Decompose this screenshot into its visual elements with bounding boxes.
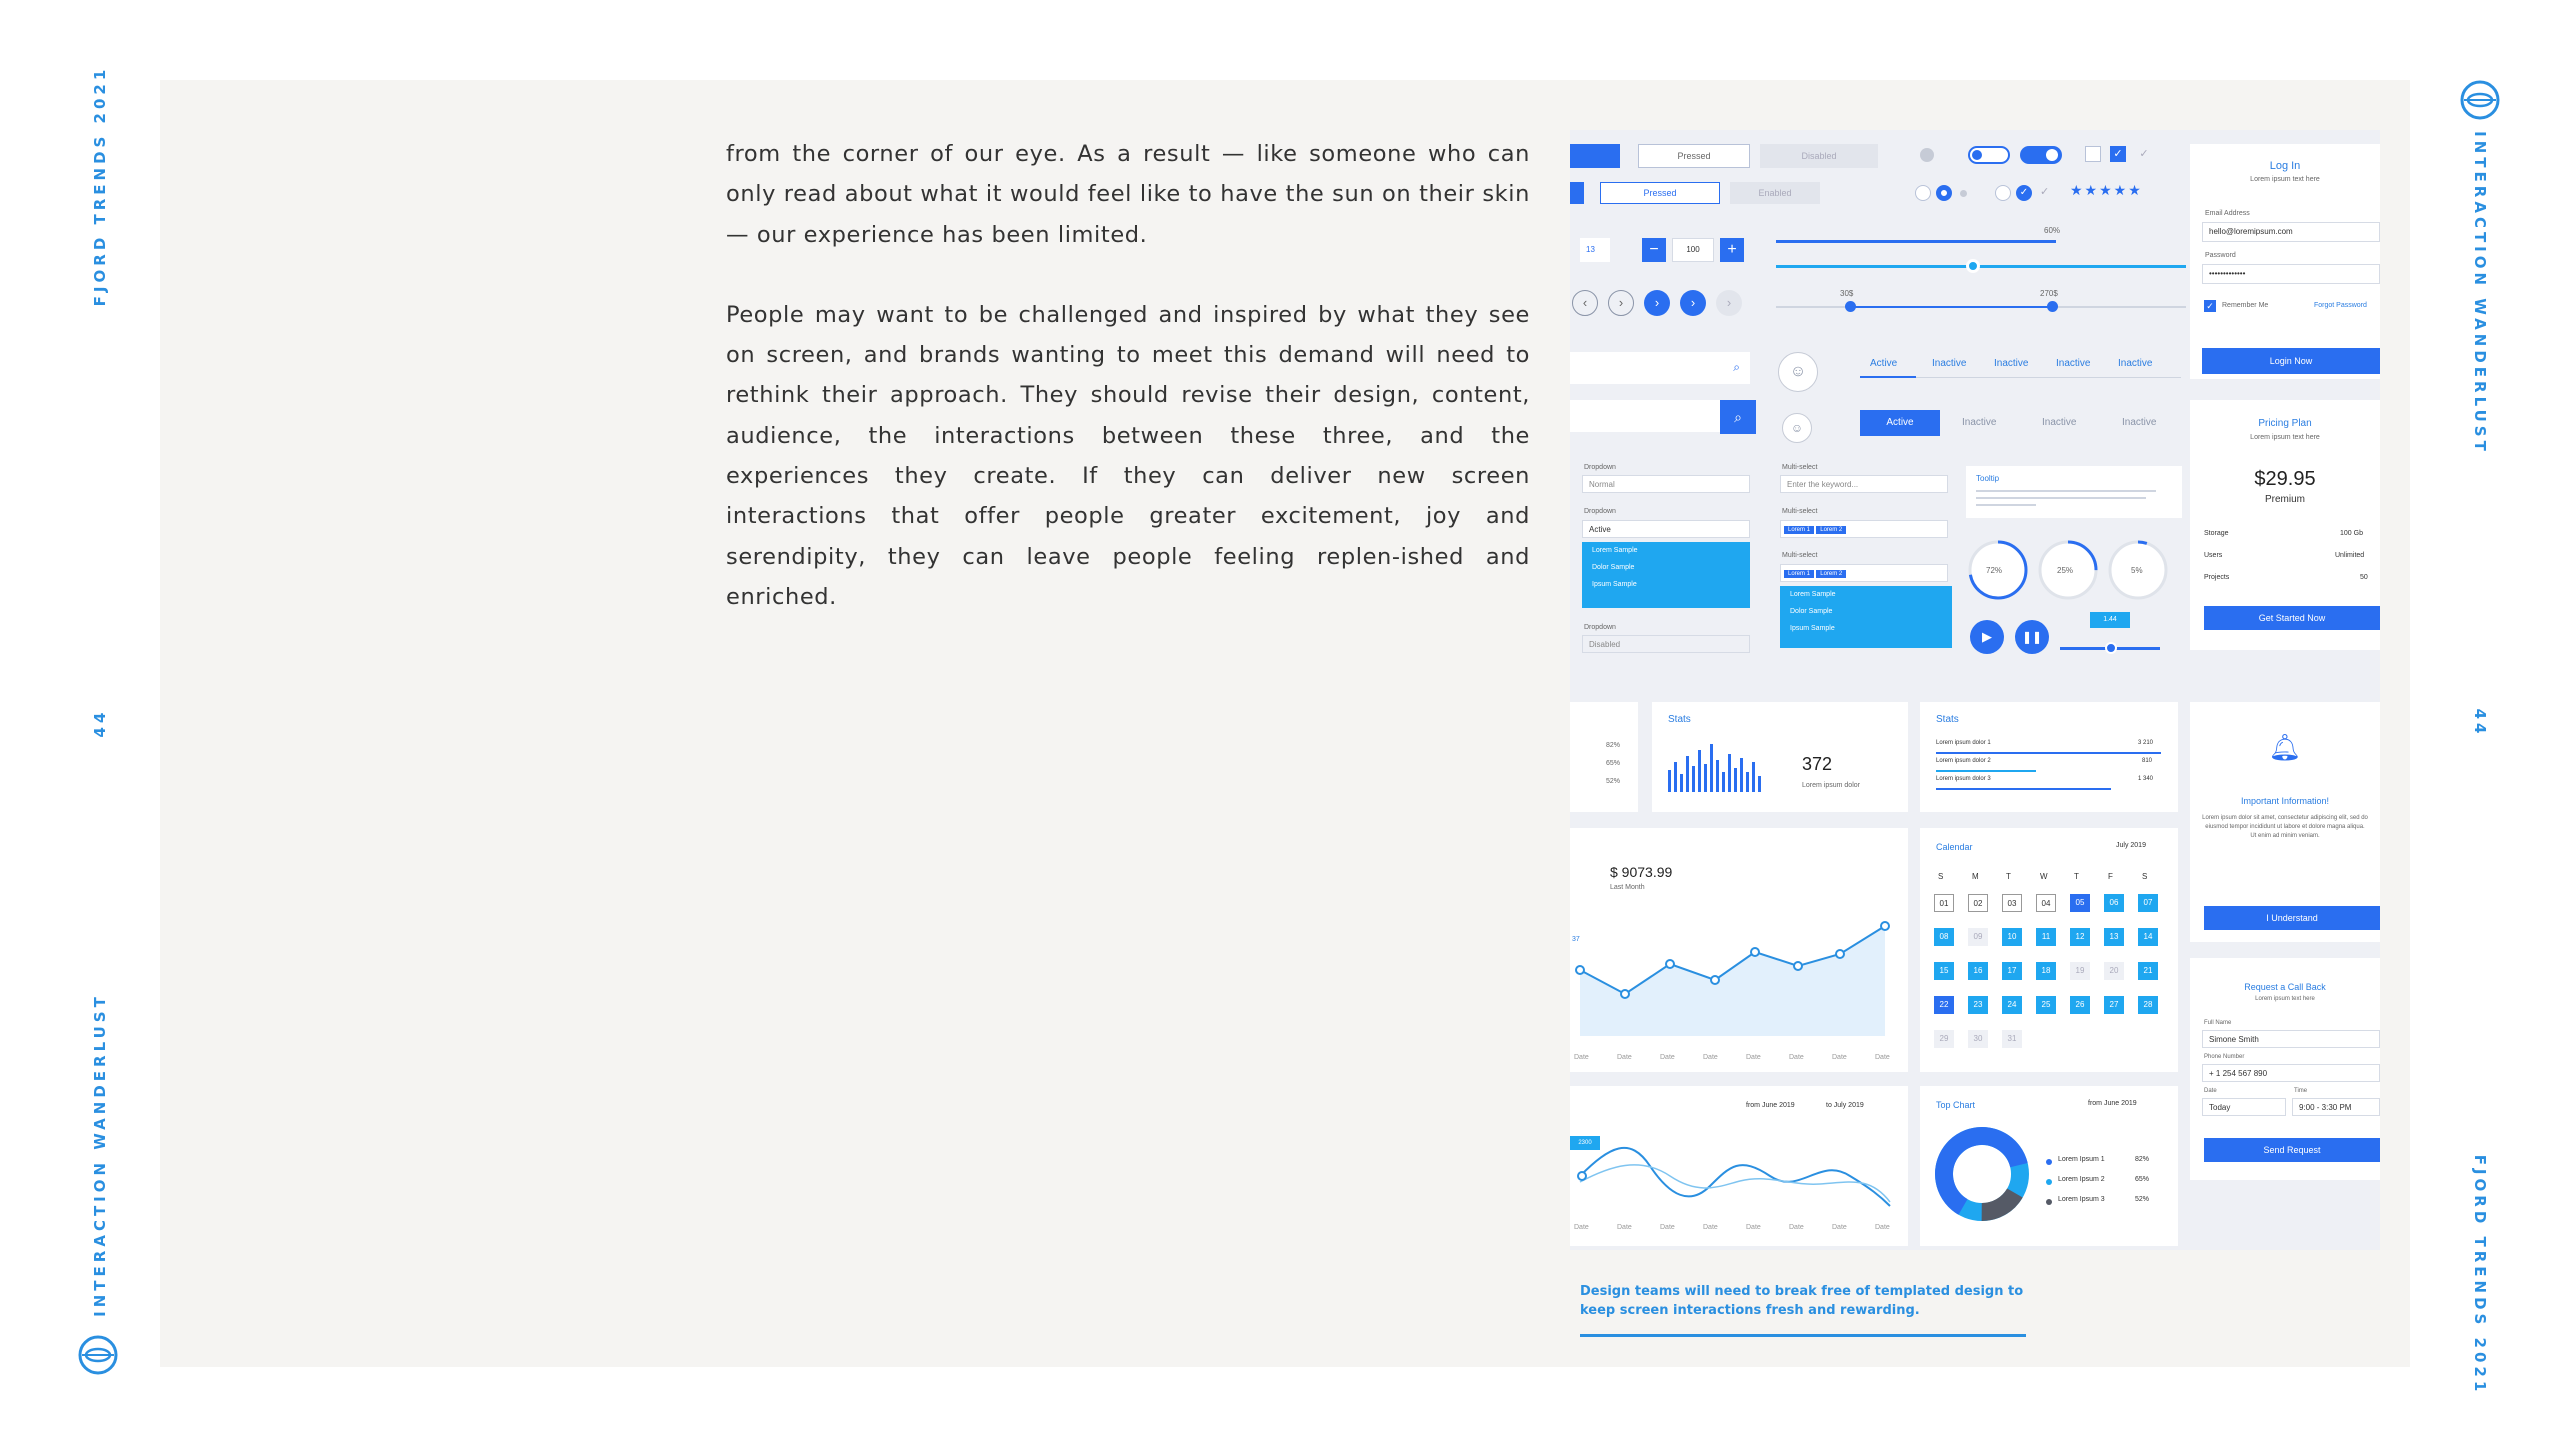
kit-radio-empty [1915, 185, 1931, 201]
kit-x-label: Date [1746, 1054, 1761, 1061]
kit-tooltip-text-line [1976, 504, 2036, 506]
kit-calendar-day: 15 [1934, 962, 1954, 980]
margin-label-left-top: FJORD TRENDS 2021 [91, 65, 109, 307]
kit-dropdown-label-2: Dropdown [1584, 508, 1616, 515]
kit-x-label: Date [1574, 1054, 1589, 1061]
kit-stepper-plus: + [1720, 238, 1744, 262]
kit-line-chart [1570, 908, 1908, 1038]
kit-slider-thumb [1966, 259, 1980, 273]
kit-calendar-day: 05 [2070, 894, 2090, 912]
kit-stats-title: Stats [1668, 714, 1691, 725]
kit-legend-label: Lorem Ipsum 2 [2058, 1176, 2105, 1183]
kit-storage-label: Storage [2204, 530, 2229, 537]
kit-calendar-day: 03 [2002, 894, 2022, 912]
kit-weekday: F [2108, 872, 2113, 881]
kit-login-sub: Lorem ipsum text here [2250, 176, 2320, 183]
kit-x-label: Date [1660, 1054, 1675, 1061]
figure-caption: Design teams will need to break free of templated design to keep screen interactions fresh and rewarding. [1580, 1284, 2024, 1318]
kit-legend-value: 52% [2135, 1196, 2150, 1203]
kit-radio-check: ✓ [2016, 185, 2032, 201]
kit-projects-label: Projects [2204, 574, 2230, 581]
kit-tooltip-text-line [1976, 497, 2146, 499]
kit-toggle-on [2020, 146, 2062, 164]
kit-x-label: Date [1832, 1054, 1847, 1061]
kit-calendar-day: 25 [2036, 996, 2056, 1014]
kit-search-icon: ⌕ [1733, 360, 1740, 374]
kit-radio-empty-2 [1995, 185, 2011, 201]
margin-label-right-bottom: FJORD TRENDS 2021 [2471, 1154, 2489, 1396]
kit-calendar-day: 22 [1934, 996, 1954, 1014]
kit-password-label: Password [2205, 252, 2236, 259]
kit-stats-row-label: Lorem ipsum dolor 3 [1936, 776, 1991, 782]
kit-top-chart-from: from June 2019 [2088, 1100, 2137, 1107]
kit-x-label: Date [1617, 1054, 1632, 1061]
kit-callback-title: Request a Call Back [2244, 982, 2326, 992]
kit-pricing-button: Get Started Now [2204, 606, 2380, 630]
kit-range-fill [1850, 306, 2052, 308]
kit-price: $29.95 [2254, 468, 2316, 490]
kit-time-label: Time [2294, 1088, 2308, 1094]
kit-calendar-day: 11 [2036, 928, 2056, 946]
kit-legend-swatch [2046, 1199, 2052, 1205]
caption-rule [1580, 1334, 2026, 1337]
kit-storage-value: 100 Gb [2340, 530, 2363, 537]
kit-top-chart-title: Top Chart [1936, 1100, 1976, 1110]
kit-donut-chart [1934, 1126, 2044, 1236]
kit-date-label: Date [2204, 1088, 2217, 1094]
kit-media-slider-thumb [2105, 642, 2117, 654]
kit-list-item: Ipsum Sample [1790, 625, 1835, 632]
kit-calendar-day: 18 [2036, 962, 2056, 980]
kit-legend-value: 82% [2135, 1156, 2150, 1163]
kit-range-thumb-min [1845, 301, 1856, 312]
kit-users-value: Unlimited [2335, 552, 2365, 559]
kit-range-thumb-max [2047, 301, 2058, 312]
kit-email-input: hello@loremipsum.com [2202, 222, 2380, 242]
kit-x-label: Date [1660, 1224, 1675, 1231]
kit-phone-label: Phone Number [2204, 1054, 2245, 1060]
kit-full-name-input: Simone Smith [2202, 1030, 2380, 1048]
kit-tier: Premium [2264, 494, 2305, 505]
kit-login-title: Log In [2269, 160, 2301, 172]
page-number-left: 44 [91, 708, 109, 738]
kit-chip: Lorem 2 [1816, 526, 1846, 534]
kit-list-item: Dolor Sample [1790, 608, 1833, 615]
kit-calendar-day: 24 [2002, 996, 2022, 1014]
kit-stats-card [1652, 702, 1908, 812]
kit-stepper-minus: − [1642, 238, 1666, 262]
kit-primary-button [1570, 144, 1620, 168]
paragraph-2: People may want to be challenged and inspired by what they see on screen, and brands wanting to meet this demand will need to rethink their approach. They should revise their design, content, audience, the interactions between these three, and the experiences they create. If they can deliver new screen interactions that offer people greater excitement, joy and serendipity, they can leave people feeling replen-ished and enriched. [726, 301, 1530, 610]
kit-slider-track-top [1776, 240, 2056, 243]
kit-legend-label: Lorem Ipsum 1 [2058, 1156, 2105, 1163]
kit-weekday: W [2040, 872, 2048, 881]
kit-radio-selected [1936, 185, 1952, 201]
kit-login-button: Login Now [2202, 348, 2380, 374]
kit-calendar-card [1920, 828, 2178, 1072]
kit-weekday: T [2006, 872, 2011, 881]
kit-tooltip-card [1966, 466, 2182, 518]
kit-forgot-password: Forgot Password [2314, 302, 2367, 309]
kit-progress-1: 72% [1986, 566, 2003, 575]
kit-stepper-small-value: 13 [1580, 238, 1610, 262]
kit-calendar-day: 20 [2104, 962, 2124, 980]
fjord-logo-icon [2460, 80, 2500, 120]
kit-stats-row-bar [1936, 752, 2161, 754]
kit-calendar-month: July 2019 [2116, 842, 2146, 849]
kit-legend-value: 65% [2135, 1176, 2150, 1183]
kit-calendar-title: Calendar [1936, 842, 1973, 852]
kit-radio-dot [1960, 190, 1967, 197]
kit-phone-input: + 1 254 567 890 [2202, 1064, 2380, 1082]
kit-x-label: Date [1789, 1224, 1804, 1231]
kit-avatar-icon: ☺ [1778, 352, 1818, 392]
margin-label-left-bottom: INTERACTION WANDERLUST [91, 993, 109, 1317]
kit-dropdown-normal: Normal [1582, 475, 1750, 493]
kit-stepper-value: 100 [1672, 238, 1714, 262]
kit-radio-off [1920, 148, 1934, 162]
margin-label-right-top: INTERACTION WANDERLUST [2471, 131, 2489, 455]
kit-wave-chart-card [1570, 1086, 1908, 1246]
kit-calendar-day: 17 [2002, 962, 2022, 980]
kit-tab-inactive-2: Inactive [1994, 358, 2029, 369]
kit-multiselect-field-2 [1780, 564, 1948, 582]
kit-callback-sub: Lorem ipsum text here [2255, 996, 2315, 1002]
kit-notice-text: Lorem ipsum dolor sit amet, consectetur adipiscing elit, sed do eiusmod tempor incididunt ut labore et dolore magna aliqua. Ut enim ad minim veniam. [2202, 815, 2368, 839]
kit-range-min: 30$ [1840, 289, 1854, 298]
kit-dropdown-active: Active [1582, 520, 1750, 538]
kit-avatar-small-icon: ☺ [1782, 413, 1812, 443]
kit-enabled-button-small: Enabled [1730, 182, 1820, 204]
kit-next-active-icon: › [1644, 290, 1670, 316]
kit-dropdown-disabled: Disabled [1582, 635, 1750, 653]
kit-pill-tab-inactive-1: Inactive [1962, 417, 1997, 428]
kit-stats-row-value: 3 210 [2138, 740, 2154, 746]
kit-tooltip-text-line [1976, 490, 2156, 492]
kit-from-date: from June 2019 [1746, 1102, 1795, 1109]
kit-x-label: Date [1875, 1054, 1890, 1061]
kit-notice-title: Important Information! [2240, 796, 2330, 806]
kit-calendar-day: 09 [1968, 928, 1988, 946]
kit-dropdown-list [1582, 542, 1750, 608]
kit-projects-value: 50 [2360, 574, 2368, 581]
kit-stats-bars [1668, 742, 1788, 792]
kit-stats-row-bar [1936, 788, 2111, 790]
kit-tab-rule [1916, 377, 2181, 378]
ui-kit-illustration [1570, 130, 2380, 1250]
kit-toggle-off [1968, 146, 2010, 164]
kit-x-label: Date [1703, 1224, 1718, 1231]
kit-remember-label: Remember Me [2222, 302, 2269, 309]
kit-search-button-icon: ⌕ [1720, 400, 1756, 434]
kit-calendar-day: 07 [2138, 894, 2158, 912]
kit-chip: Lorem 2 [1816, 570, 1846, 578]
kit-stats-list-title: Stats [1936, 714, 1959, 725]
kit-slider-tooltip: 1.44 [2090, 612, 2130, 628]
kit-calendar-day: 31 [2002, 1030, 2022, 1048]
kit-pill-tab-active: Active [1860, 410, 1940, 436]
kit-amount: $ 9073.99 [1610, 864, 1673, 880]
kit-calendar-day: 13 [2104, 928, 2124, 946]
kit-pricing-card [2190, 400, 2380, 650]
kit-x-label: Date [1746, 1224, 1761, 1231]
kit-multiselect-field [1780, 520, 1948, 538]
kit-date-select: Today [2202, 1098, 2286, 1116]
body-copy [726, 134, 1530, 657]
kit-slider-track [1776, 265, 2186, 268]
kit-login-card [2190, 144, 2380, 379]
kit-calendar-day: 12 [2070, 928, 2090, 946]
kit-next-disabled-icon: › [1716, 290, 1742, 316]
fjord-logo-icon [78, 1335, 118, 1375]
kit-star-rating: ★★★★★ [2070, 182, 2143, 198]
kit-weekday: S [2142, 872, 2148, 881]
kit-tab-active: Active [1870, 358, 1898, 369]
kit-pressed-button-small: Pressed [1600, 182, 1720, 204]
kit-stats-pct: 82% [1606, 742, 1621, 749]
kit-stats-row-label: Lorem ipsum dolor 2 [1936, 758, 1991, 764]
kit-x-label: Date [1875, 1224, 1890, 1231]
kit-range-max: 270$ [2040, 289, 2058, 298]
kit-slider-pct: 60% [2044, 226, 2061, 235]
kit-keyword-input: Enter the keyword... [1780, 475, 1948, 493]
kit-calendar-day: 08 [1934, 928, 1954, 946]
kit-multiselect-label-1: Multi-select [1782, 464, 1818, 471]
kit-calendar-day: 21 [2138, 962, 2158, 980]
kit-legend-swatch [2046, 1159, 2052, 1165]
kit-multiselect-list [1780, 586, 1952, 648]
kit-tab-inactive-4: Inactive [2118, 358, 2153, 369]
paragraph-1: from the corner of our eye. As a result — like someone who can only read about what it would feel like to have the sun on their skin — our experience has been limited. [726, 141, 1530, 248]
kit-list-item: Lorem Sample [1790, 591, 1836, 598]
kit-dropdown-label-3: Dropdown [1584, 624, 1616, 631]
kit-multiselect-label-2: Multi-select [1782, 508, 1818, 515]
kit-remember-checkbox: ✓ [2204, 300, 2216, 312]
kit-legend-swatch [2046, 1179, 2052, 1185]
kit-line-tip: 37 [1572, 936, 1580, 943]
kit-pricing-title: Pricing Plan [2258, 418, 2312, 429]
kit-next-icon: › [1608, 290, 1634, 316]
kit-stats-pct: 52% [1606, 778, 1621, 785]
kit-pressed-button: Pressed [1638, 144, 1750, 168]
kit-x-label: Date [1617, 1224, 1632, 1231]
kit-check-icon: ✓ [2139, 148, 2149, 160]
kit-calendar-day: 01 [1934, 894, 1954, 912]
kit-calendar-day: 28 [2138, 996, 2158, 1014]
kit-wave-tooltip: 2300 [1570, 1136, 1600, 1150]
fjord-logo-bottom [78, 1335, 118, 1375]
kit-pill-tab-inactive-2: Inactive [2042, 417, 2077, 428]
kit-tab-underline [1860, 376, 1916, 378]
kit-list-item: Lorem Sample [1592, 547, 1638, 554]
kit-stats-number: 372 [1802, 754, 1833, 774]
kit-x-label: Date [1789, 1054, 1804, 1061]
kit-calendar-day: 16 [1968, 962, 1988, 980]
kit-checkbox-on: ✓ [2110, 146, 2126, 162]
kit-tab-inactive-1: Inactive [1932, 358, 1967, 369]
kit-next-active-icon-2: › [1680, 290, 1706, 316]
kit-calendar-day: 26 [2070, 996, 2090, 1014]
kit-chip: Lorem 1 [1784, 570, 1814, 578]
kit-search-field-2 [1570, 400, 1720, 432]
kit-stats-row-bar [1936, 770, 2036, 772]
kit-weekday: T [2074, 872, 2079, 881]
kit-wave-chart [1570, 1126, 1908, 1221]
kit-multiselect-label-3: Multi-select [1782, 552, 1818, 559]
kit-tab-inactive-3: Inactive [2056, 358, 2091, 369]
kit-calendar-day: 27 [2104, 996, 2124, 1014]
kit-pause-icon: ❚❚ [2015, 620, 2049, 654]
kit-weekday: S [1938, 872, 1944, 881]
kit-stats-list-card [1920, 702, 2178, 812]
kit-calendar-day: 23 [1968, 996, 1988, 1014]
kit-to-date: to July 2019 [1826, 1102, 1864, 1109]
kit-chip: Lorem 1 [1784, 526, 1814, 534]
kit-full-name-label: Full Name [2204, 1020, 2232, 1026]
kit-search-field [1570, 352, 1750, 384]
kit-prev-icon: ‹ [1572, 290, 1598, 316]
kit-weekday: M [1972, 872, 1979, 881]
kit-x-label: Date [1703, 1054, 1718, 1061]
kit-stats-row-value: 810 [2142, 758, 2153, 764]
kit-stats-row-label: Lorem ipsum dolor 1 [1936, 740, 1991, 746]
kit-calendar-day: 14 [2138, 928, 2158, 946]
kit-notice-card [2190, 702, 2380, 942]
kit-stats-pct: 65% [1606, 760, 1621, 767]
kit-password-input: ••••••••••••• [2202, 264, 2380, 284]
kit-dropdown-label-1: Dropdown [1584, 464, 1616, 471]
kit-email-label: Email Address [2205, 210, 2250, 217]
kit-calendar-day: 06 [2104, 894, 2124, 912]
kit-pill-tab-inactive-3: Inactive [2122, 417, 2157, 428]
kit-calendar-day: 19 [2070, 962, 2090, 980]
fjord-logo-top [2460, 80, 2500, 120]
kit-play-icon: ▶ [1970, 620, 2004, 654]
kit-stats-caption: Lorem ipsum dolor [1802, 782, 1860, 789]
kit-calendar-day: 10 [2002, 928, 2022, 946]
kit-pricing-sub: Lorem ipsum text here [2250, 434, 2320, 441]
page-number-right: 44 [2471, 708, 2489, 738]
kit-calendar-day: 29 [1934, 1030, 1954, 1048]
kit-top-chart-card [1920, 1086, 2178, 1246]
kit-stats-pct-card [1570, 702, 1638, 812]
kit-calendar-day: 04 [2036, 894, 2056, 912]
kit-line-chart-card [1570, 828, 1908, 1072]
kit-primary-button-small [1570, 182, 1584, 204]
kit-x-label: Date [1832, 1224, 1847, 1231]
kit-amount-caption: Last Month [1610, 884, 1645, 891]
kit-list-item: Ipsum Sample [1592, 581, 1637, 588]
kit-notice-button: I Understand [2204, 906, 2380, 930]
kit-calendar-day: 02 [1968, 894, 1988, 912]
kit-time-select: 9:00 - 3:30 PM [2292, 1098, 2380, 1116]
kit-x-label: Date [1574, 1224, 1589, 1231]
kit-callback-card [2190, 958, 2380, 1180]
kit-tooltip-title: Tooltip [1976, 474, 2000, 483]
kit-stats-row-value: 1 340 [2138, 776, 2154, 782]
kit-progress-2: 25% [2057, 566, 2074, 575]
kit-check-icon-2: ✓ [2040, 186, 2050, 198]
kit-bell-icon: 🔔︎ [2268, 732, 2302, 762]
kit-list-item: Dolor Sample [1592, 564, 1635, 571]
kit-disabled-button: Disabled [1760, 144, 1878, 168]
kit-calendar-day: 30 [1968, 1030, 1988, 1048]
kit-users-label: Users [2204, 552, 2223, 559]
kit-progress-3: 5% [2131, 566, 2143, 575]
kit-legend-label: Lorem Ipsum 3 [2058, 1196, 2105, 1203]
kit-checkbox-off [2085, 146, 2101, 162]
kit-callback-button: Send Request [2204, 1138, 2380, 1162]
